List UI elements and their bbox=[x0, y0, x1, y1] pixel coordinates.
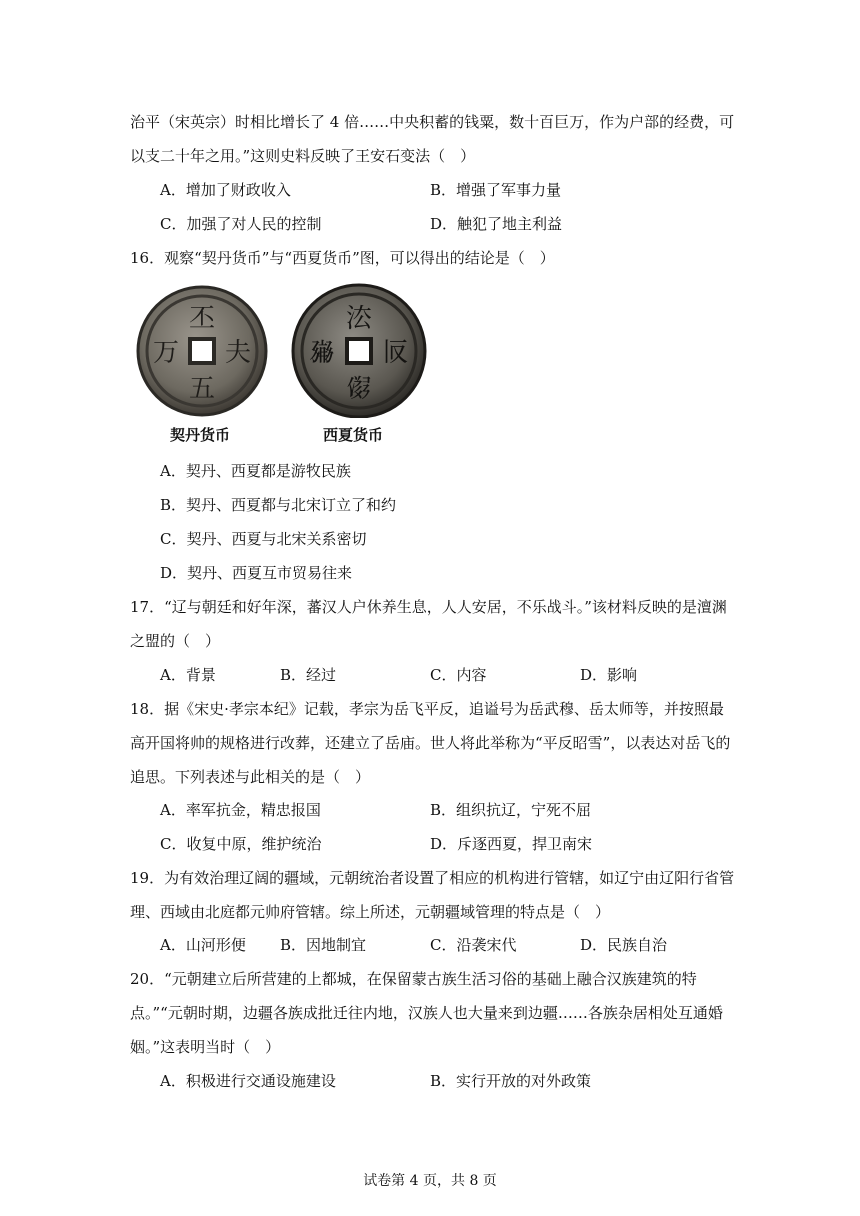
western-xia-coin-caption: 西夏货币 bbox=[323, 426, 384, 444]
q16-option-c[interactable]: C．契丹、西夏与北宋关系密切 bbox=[160, 530, 367, 548]
q18-stem-line-1: 18．据《宋史·孝宗本纪》记载，孝宗为岳飞平反，追谥号为岳武穆、岳太师等，并按照最 bbox=[130, 700, 724, 718]
q16-option-a[interactable]: A．契丹、西夏都是游牧民族 bbox=[160, 462, 351, 480]
q15-stem-line-1: 治平（宋英宗）时相比增长了 4 倍……中央积蓄的钱粟，数十百巨万，作为户部的经费，可 bbox=[130, 113, 735, 131]
khitan-coin-char-right: 夫 bbox=[224, 338, 252, 368]
q20-option-b[interactable]: B．实行开放的对外政策 bbox=[430, 1072, 592, 1090]
coin-figure bbox=[130, 283, 430, 448]
q17-option-d[interactable]: D．影响 bbox=[580, 666, 638, 684]
q17-stem-line-2: 之盟的（ ） bbox=[130, 632, 221, 650]
q19-option-a[interactable]: A．山河形便 bbox=[160, 936, 246, 954]
western-xia-coin-char-bottom: 𗃮 bbox=[345, 374, 373, 404]
q18-option-d[interactable]: D．斥逐西夏，捍卫南宋 bbox=[430, 835, 593, 853]
khitan-coin-image bbox=[130, 283, 278, 418]
western-xia-coin-char-top: 㳒 bbox=[345, 304, 373, 334]
q18-stem-line-2: 高开国将帅的规格进行改葬，还建立了岳庙。世人将此举称为“平反昭雪”，以表达对岳飞的 bbox=[130, 734, 731, 752]
q15-stem-line-2: 以支二十年之用。”这则史料反映了王安石变法（ ） bbox=[130, 147, 476, 165]
khitan-coin-char-top: 丕 bbox=[188, 304, 216, 334]
q19-stem-line-2: 理、西域由北庭都元帅府管辖。综上所述，元朝疆域管理的特点是（ ） bbox=[130, 903, 611, 921]
khitan-coin-caption: 契丹货币 bbox=[170, 426, 231, 444]
q20-option-a[interactable]: A．积极进行交通设施建设 bbox=[160, 1072, 336, 1090]
western-xia-coin-char-left: 𗉫 bbox=[308, 338, 336, 368]
q19-stem-line-1: 19．为有效治理辽阔的疆域，元朝统治者设置了相应的机构进行管辖，如辽宁由辽阳行省管 bbox=[130, 869, 735, 887]
q17-option-b[interactable]: B．经过 bbox=[280, 666, 337, 684]
western-xia-coin-char-right: 𗀱 bbox=[382, 338, 410, 368]
q17-stem-line-1: 17．“辽与朝廷和好年深，蕃汉人户休养生息，人人安居，不乐战斗。”该材料反映的是澶渊 bbox=[130, 598, 727, 616]
q16-stem: 16．观察“契丹货币”与“西夏货币”图，可以得出的结论是（ ） bbox=[130, 249, 555, 267]
q19-option-c[interactable]: C．沿袭宋代 bbox=[430, 936, 517, 954]
q18-option-a[interactable]: A．率军抗金，精忠报国 bbox=[160, 801, 321, 819]
q15-option-a[interactable]: A．增加了财政收入 bbox=[160, 181, 291, 199]
q17-option-c[interactable]: C．内容 bbox=[430, 666, 487, 684]
q16-option-d[interactable]: D．契丹、西夏互市贸易往来 bbox=[160, 564, 353, 582]
q18-option-c[interactable]: C．收复中原，维护统治 bbox=[160, 835, 322, 853]
q19-option-d[interactable]: D．民族自治 bbox=[580, 936, 668, 954]
q17-option-a[interactable]: A．背景 bbox=[160, 666, 216, 684]
q15-option-b[interactable]: B．增强了军事力量 bbox=[430, 181, 562, 199]
page-footer: 试卷第 4 页，共 8 页 bbox=[363, 1173, 497, 1189]
q18-option-b[interactable]: B．组织抗辽，宁死不屈 bbox=[430, 801, 592, 819]
khitan-coin-char-bottom: 五 bbox=[188, 374, 216, 404]
q16-option-b[interactable]: B．契丹、西夏都与北宋订立了和约 bbox=[160, 496, 397, 514]
western-xia-coin-image bbox=[285, 283, 433, 418]
q20-stem-line-2: 点。”“元朝时期，边疆各族成批迁往内地，汉族人也大量来到边疆……各族杂居相处互通婚 bbox=[130, 1004, 723, 1022]
q18-stem-line-3: 追思。下列表述与此相关的是（ ） bbox=[130, 768, 371, 786]
q15-option-d[interactable]: D．触犯了地主利益 bbox=[430, 215, 563, 233]
q20-stem-line-1: 20．“元朝建立后所营建的上都城，在保留蒙古族生活习俗的基础上融合汉族建筑的特 bbox=[130, 970, 697, 988]
khitan-coin-char-left: 万 bbox=[152, 338, 180, 368]
q20-stem-line-3: 姻。”这表明当时（ ） bbox=[130, 1038, 281, 1056]
q15-option-c[interactable]: C．加强了对人民的控制 bbox=[160, 215, 322, 233]
q19-option-b[interactable]: B．因地制宜 bbox=[280, 936, 367, 954]
